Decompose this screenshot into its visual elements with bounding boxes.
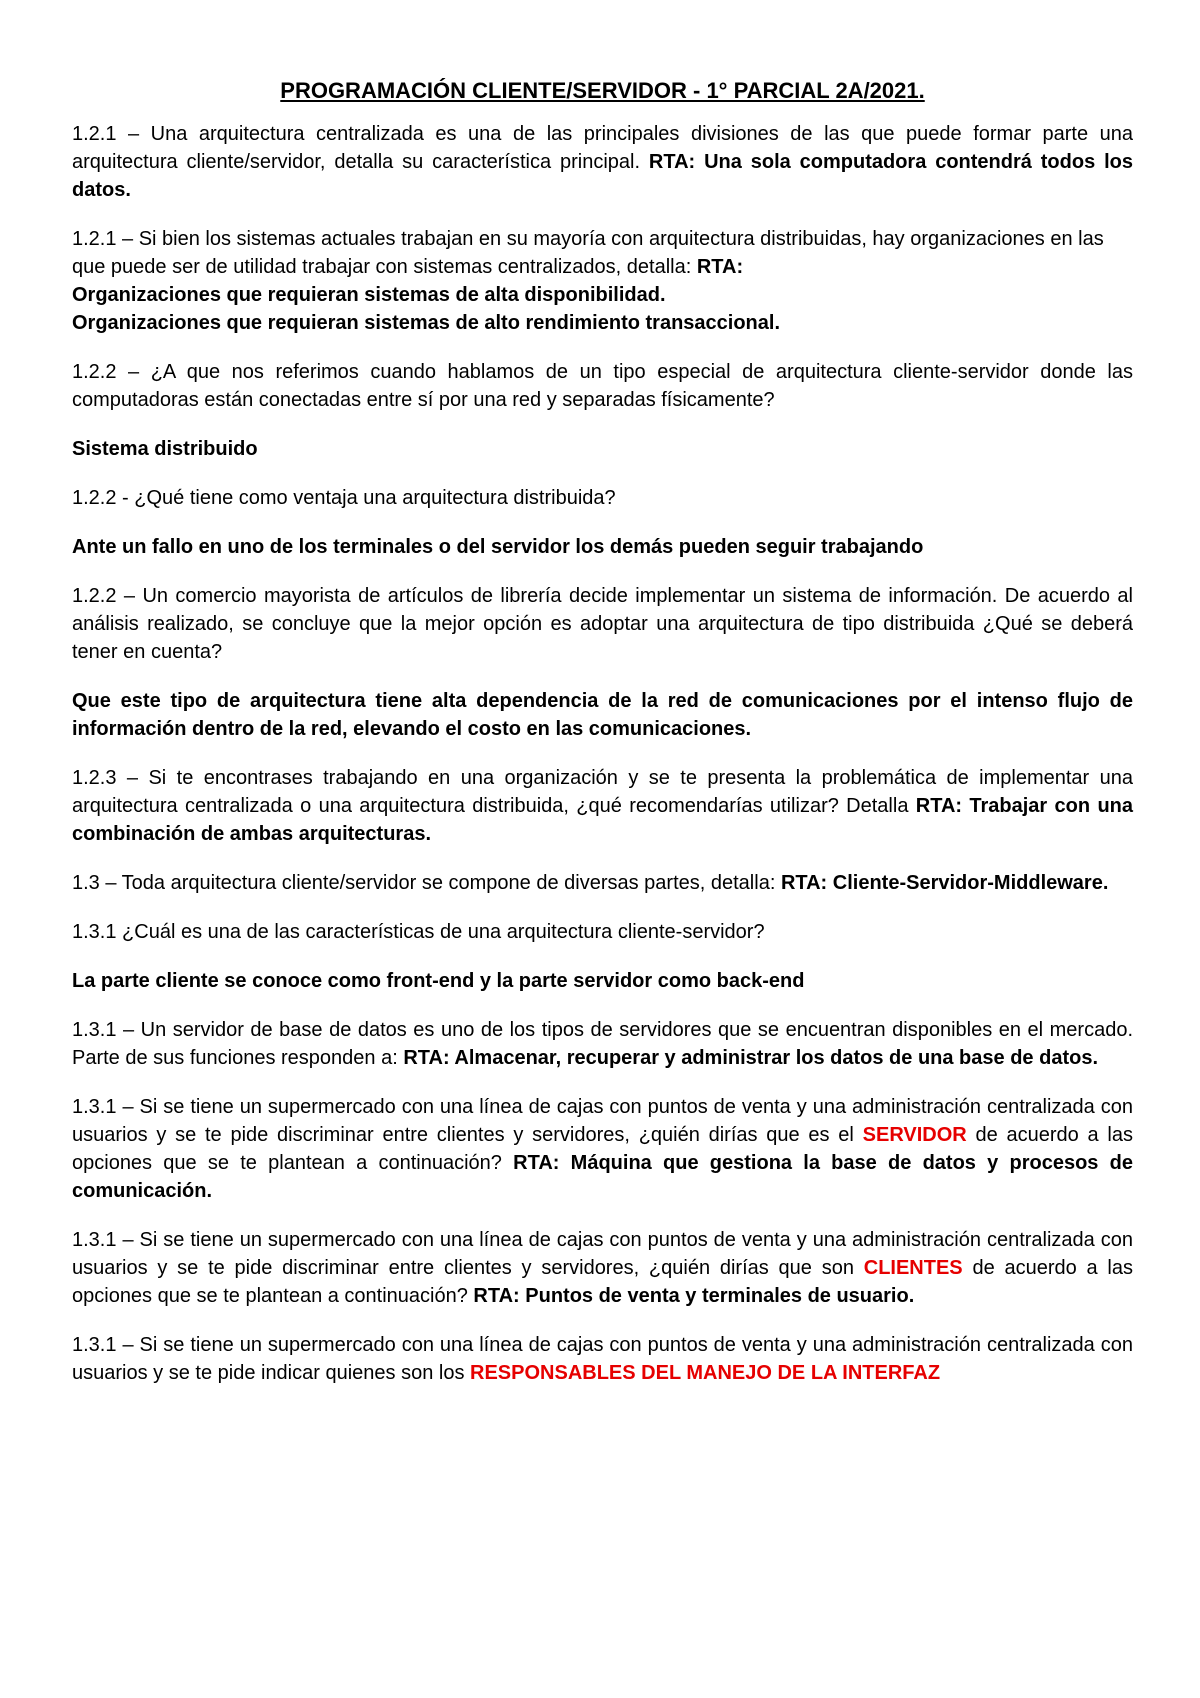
question-10-text: 1.3.1 – Si se tiene un supermercado con una línea de cajas con puntos de venta y una administración centralizada con usuarios y se te pide discriminar entre clientes y servidores, ¿quién dirías que es el [72,1096,1133,1146]
question-2-text: 1.2.1 – Si bien los sistemas actuales trabajan en su mayoría con arquitectura distribuidas, hay organizaciones en las que puede ser de utilidad trabajar con sistemas centralizados, detalla: [72,228,1104,278]
question-10-text-after: de acuerdo a las opciones que se te plantean a continuación? [72,1124,1134,1174]
question-2-answer-2: Organizaciones que requieran sistemas de alto rendimiento transaccional. [72,312,780,334]
question-6-answer: RTA: Trabajar con una combinación de ambas arquitecturas. [72,795,1133,845]
answer-4: Ante un fallo en uno de los terminales o del servidor los demás pueden seguir trabajando [72,536,924,558]
question-11-text: 1.3.1 – Si se tiene un supermercado con una línea de cajas con puntos de venta y una administración centralizada con usuarios y se te pide discriminar entre clientes y servidores, ¿quién dirías que son [72,1229,1133,1279]
question-8: 1.3.1 ¿Cuál es una de las características de una arquitectura cliente-servidor? [72,921,765,943]
answer-3: Sistema distribuido [72,438,258,460]
question-12-text: 1.3.1 – Si se tiene un supermercado con una línea de cajas con puntos de venta y una administración centralizada con usuarios y se te pide indicar quienes son los [72,1334,1133,1384]
question-9-answer: RTA: Almacenar, recuperar y administrar los datos de una base de datos. [403,1047,1098,1069]
question-11 [72,1226,1133,1310]
question-6-text: 1.2.3 – Si te encontrases trabajando en una organización y se te presenta la problemática de implementar una arquitectura centralizada o una arquitectura distribuida, ¿qué recomendarías utilizar? Detalla [72,767,1133,817]
question-11-answer: RTA: Puntos de venta y terminales de usuario. [473,1285,915,1307]
question-7-text: 1.3 – Toda arquitectura cliente/servidor se compone de diversas partes, detalla: [72,872,781,894]
answer-8: La parte cliente se conoce como front-end y la parte servidor como back-end [72,970,805,992]
question-1-answer: RTA: Una sola computadora contendrá todos los datos. [72,151,1133,201]
question-12 [72,1331,1133,1387]
question-9 [72,1016,1133,1072]
question-7 [72,869,1133,897]
answer-5: Que este tipo de arquitectura tiene alta dependencia de la red de comunicaciones por el intenso flujo de información dentro de la red, elevando el costo en las comunicaciones. [72,690,1133,740]
question-10-highlight: SERVIDOR [862,1124,967,1146]
question-5: 1.2.2 – Un comercio mayorista de artículos de librería decide implementar un sistema de información. De acuerdo al análisis realizado, se concluye que la mejor opción es adoptar una arquitectura de tipo distribuida ¿Qué se deberá tener en cuenta? [72,585,1133,663]
question-11-text-after: de acuerdo a las opciones que se te plantean a continuación? [72,1257,1133,1307]
question-2-answer-label: RTA: [696,256,744,278]
question-1-text: 1.2.1 – Una arquitectura centralizada es una de las principales divisiones de las que puede formar parte una arquitectura cliente/servidor, detalla su característica principal. [72,123,1133,173]
document-title: PROGRAMACIÓN CLIENTE/SERVIDOR - 1° PARCIAL 2A/2021. [280,78,925,103]
question-7-answer: RTA: Cliente-Servidor-Middleware. [780,872,1109,894]
question-4: 1.2.2 - ¿Qué tiene como ventaja una arquitectura distribuida? [72,487,616,509]
question-3: 1.2.2 – ¿A que nos referimos cuando hablamos de un tipo especial de arquitectura cliente-servidor donde las computadoras están conectadas entre sí por una red y separadas físicamente? [72,361,1133,411]
question-9-text: 1.3.1 – Un servidor de base de datos es uno de los tipos de servidores que se encuentran disponibles en el mercado. Parte de sus funciones responden a: [72,1019,1133,1069]
question-10-answer: RTA: Máquina que gestiona la base de datos y procesos de comunicación. [72,1152,1133,1202]
question-10 [72,1093,1133,1205]
question-12-highlight: RESPONSABLES DEL MANEJO DE LA INTERFAZ [470,1362,941,1384]
question-1 [72,120,1133,204]
question-2 [72,225,1133,337]
question-2-answer-1: Organizaciones que requieran sistemas de alta disponibilidad. [72,284,666,306]
question-11-highlight: CLIENTES [863,1257,963,1279]
question-6 [72,764,1133,848]
